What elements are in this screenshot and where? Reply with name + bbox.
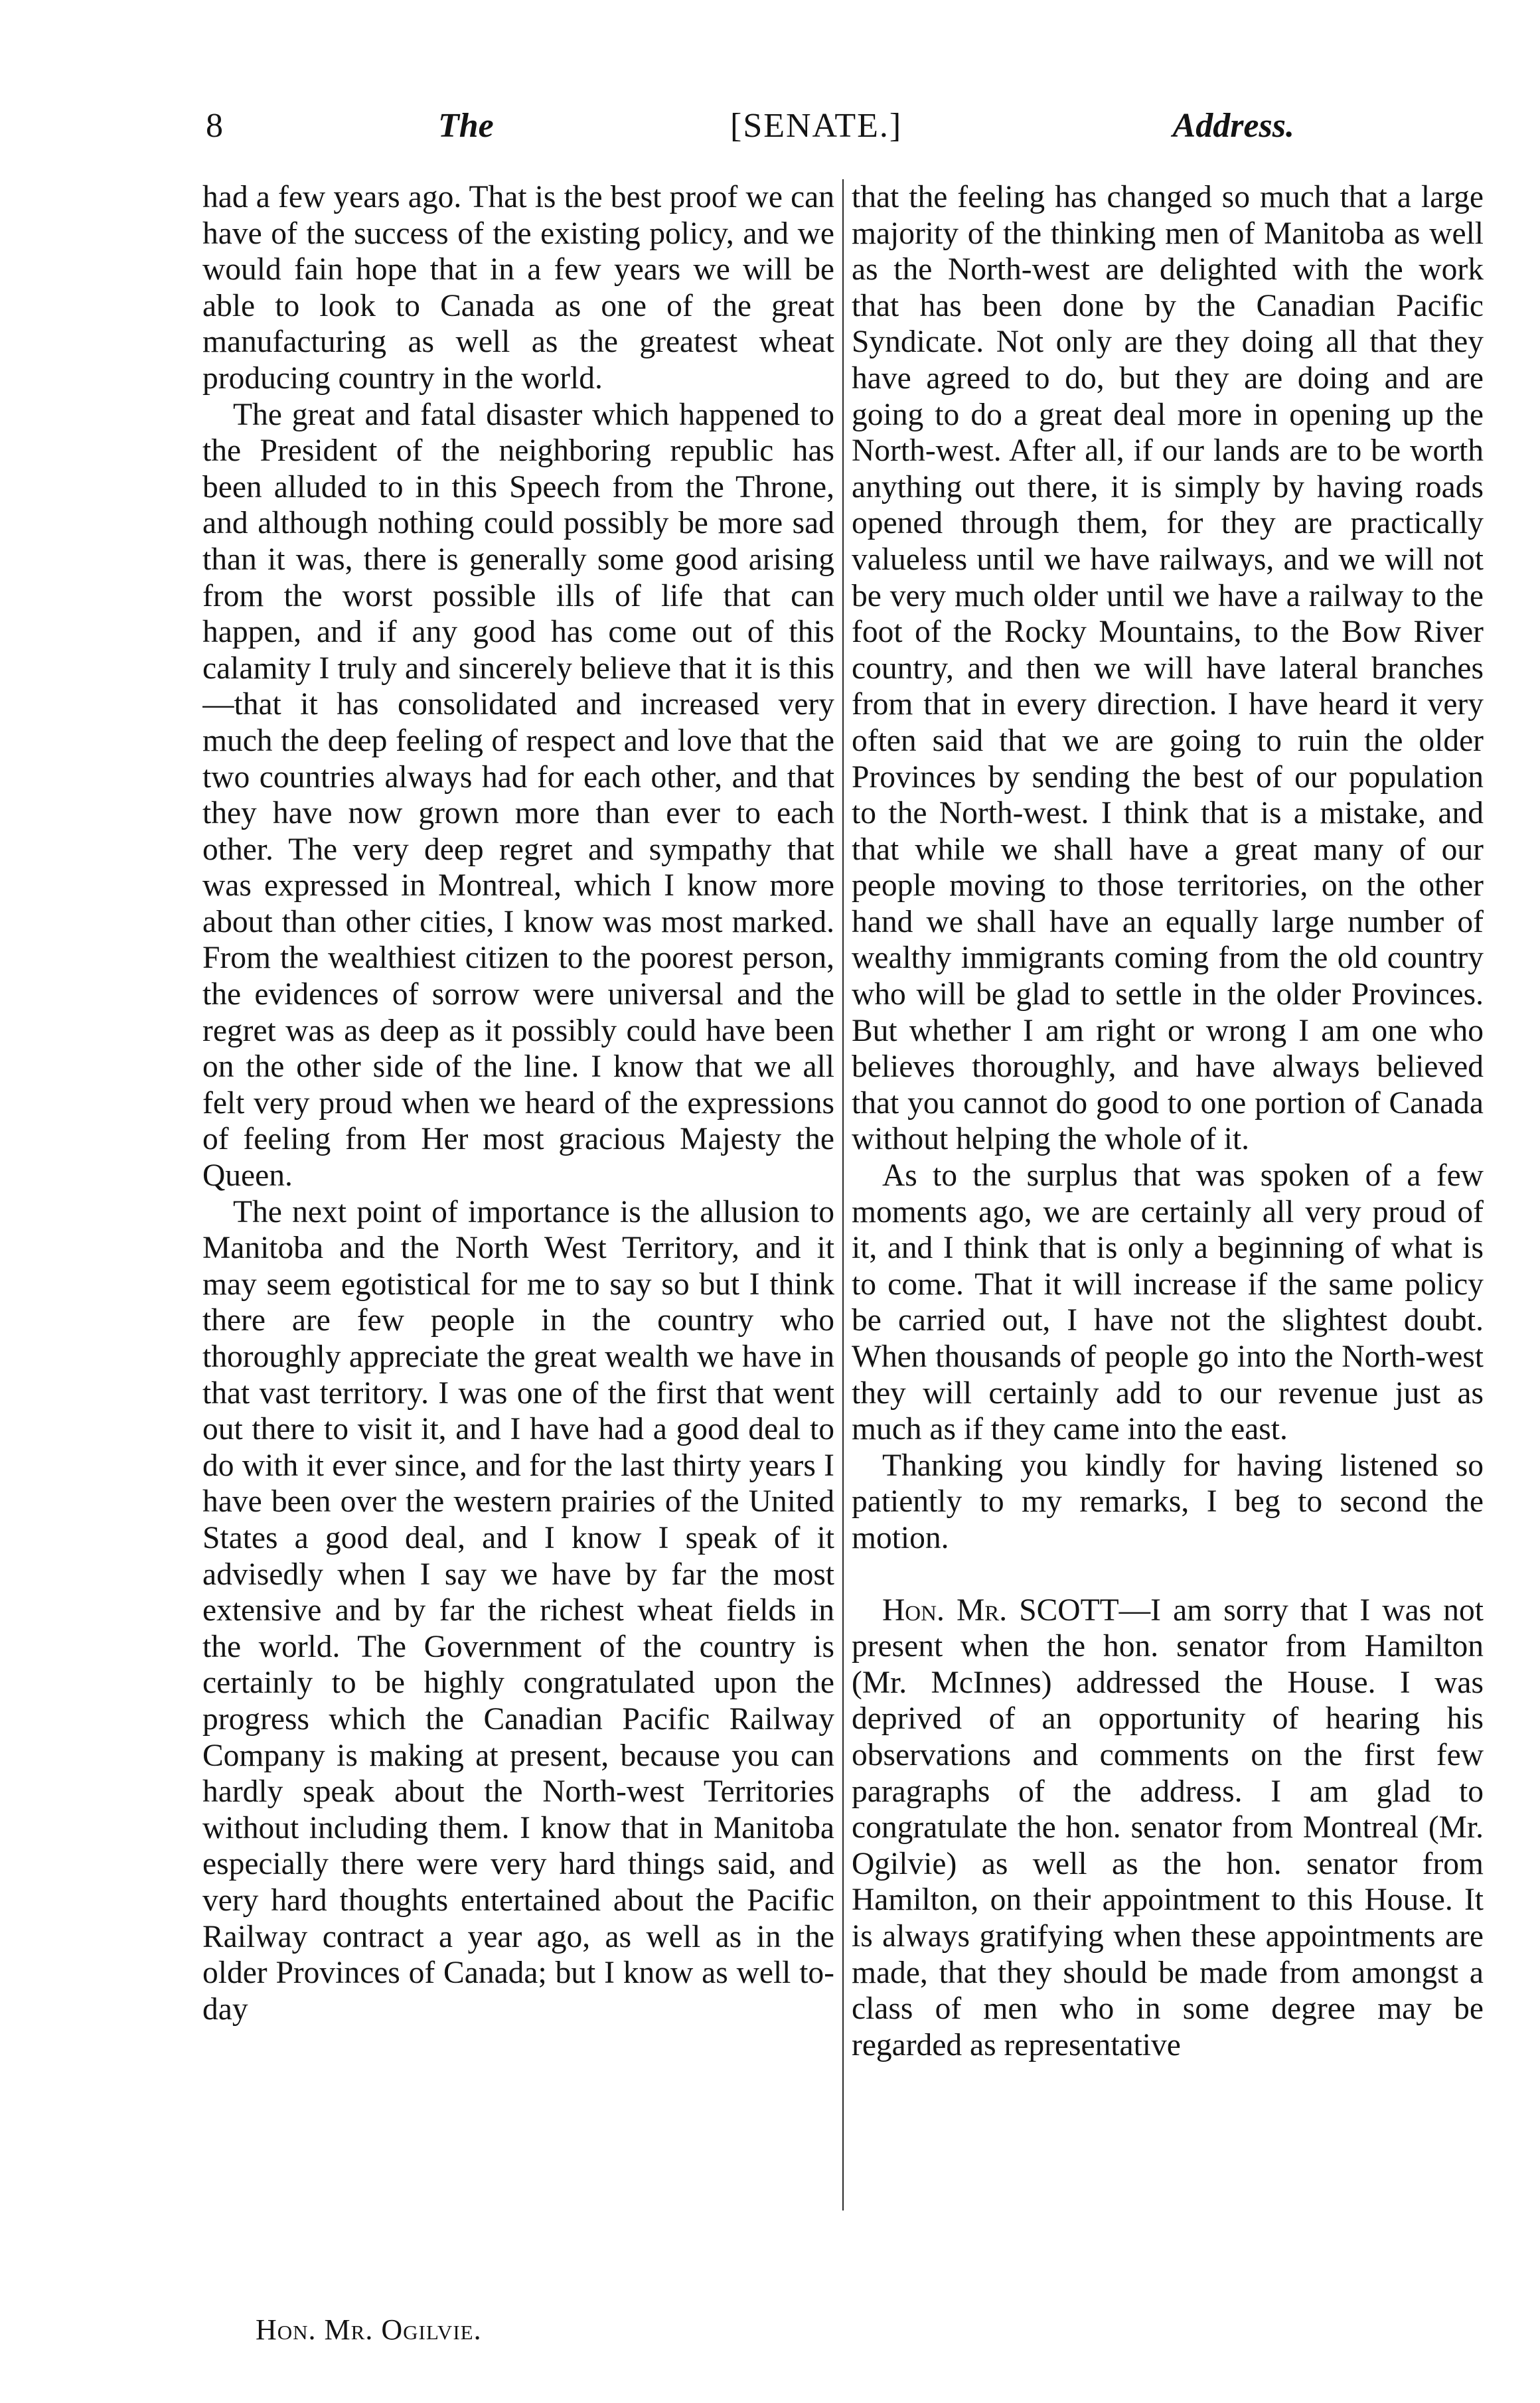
- paragraph: Thanking you kindly for having listened so patiently to my remarks, I beg to second the motion.: [852, 1448, 1484, 1555]
- speech-paragraph: [852, 1592, 1484, 2064]
- right-column: [852, 179, 1484, 2210]
- paragraph: that the feeling has changed so much that a large majority of the thinking men of Manitoba as well as the North-west are delighted with the work that has been done by the Canadian Pacific Syndicate. Not only are they doing all that they have agreed to do, but they are doing and are going to do a great deal more in opening up the North-west. After all, if our lands are to be worth anything out there, it is simply by having roads opened through them, for they are practically valueless until we have railways, and we will not be very much older until we have a railway to the foot of the Rocky Mountains, to the Bow River country, and then we will have lateral branches from that in every direction. I have heard it very often said that we are going to ruin the older Provinces by sending the best of our population to the North-west. I think that is a mistake, and that while we shall have a great many of our people moving to those territories, on the other hand we shall have an equally large number of wealthy immigrants coming from the old country who will be glad to settle in the older Provinces. But whether I am right or wrong I am one who believes thoroughly, and have always believed that you cannot do good to one portion of Canada without helping the whole of it.: [852, 180, 1484, 1157]
- speaker-name: Hon. Mr. SCOTT: [882, 1592, 1119, 1628]
- page-number: 8: [206, 107, 223, 145]
- paragraph: The great and fatal disaster which happened to the President of the neighboring republic has been alluded to in this Speech from the Throne, and although nothing could possibly be more sad than it was, there is generally some good arising from the worst possible ills of life that can happen, and if any good has come out of this calamity I truly and sincerely believe that it is this—that it has consolidated and increased very much the deep feeling of respect and love that the two countries always had for each other, and that they have now grown more than ever to each other. The very deep regret and sympathy that was expressed in Montreal, which I know more about than other cities, I know was most marked. From the wealthiest citizen to the poorest person, the evidences of sorrow were universal and the regret was as deep as it possibly could have been on the other side of the line. I know that we all felt very proud when we heard of the expressions of feeling from Her most gracious Majesty the Queen.: [202, 397, 834, 1194]
- footer-signature: Hon. Mr. Ogilvie.: [256, 2313, 482, 2346]
- paragraph: As to the surplus that was spoken of a few moments ago, we are certainly all very proud of it, and I think that is only a beginning of what is to come. That it will increase if the same policy be carried out, I have not the slightest doubt. When thousands of people go into the North-west they will certainly add to our revenue just as much as if they came into the east.: [852, 1158, 1484, 1447]
- paragraph: The next point of importance is the allusion to Manitoba and the North West Territory, and it may seem egotistical for me to say so but I think there are few people in the country who thoroughly appreciate the great wealth we have in that vast territory. I was one of the first that went out there to visit it, and I have had a good deal to do with it ever since, and for the last thirty years I have been over the western prairies of the United States a good deal, and I know I speak of it advisedly when I say we have by far the most extensive and by far the richest wheat fields in the world. The Government of the country is certainly to be highly congratulated upon the progress which the Canadian Pacific Railway Company is making at present, because you can hardly speak about the North-west Territories without including them. I know that in Manitoba especially there were very hard things said, and very hard thoughts entertained about the Pacific Railway contract a year ago, as well as in the older Provinces of Canada; but I know as well to-day: [202, 1194, 834, 2027]
- column-divider: [842, 179, 844, 2210]
- left-column: [202, 179, 834, 2210]
- header-left-title: The: [438, 107, 494, 145]
- header-center-title: [SENATE.]: [730, 107, 903, 145]
- speech-text: —I am sorry that I was not present when the hon. senator from Hamilton (Mr. McInnes) addressed the House. I was deprived of an opportunity of hearing his observations and comments on the first few paragraphs of the address. I am glad to congratulate the hon. senator from Montreal (Mr. Ogilvie) as well as the hon. senator from Hamilton, on their appointment to this House. It is always gratifying when these appointments are made, that they should be made from amongst a class of men who in some degree may be regarded as representative: [852, 1592, 1484, 2062]
- header-right-title: Address.: [1172, 107, 1294, 145]
- running-header: [206, 100, 1294, 153]
- paragraph: had a few years ago. That is the best proof we can have of the success of the existing policy, and we would fain hope that in a few years we will be able to look to Canada as one of the great manufacturing as well as the greatest wheat producing country in the world.: [202, 180, 834, 396]
